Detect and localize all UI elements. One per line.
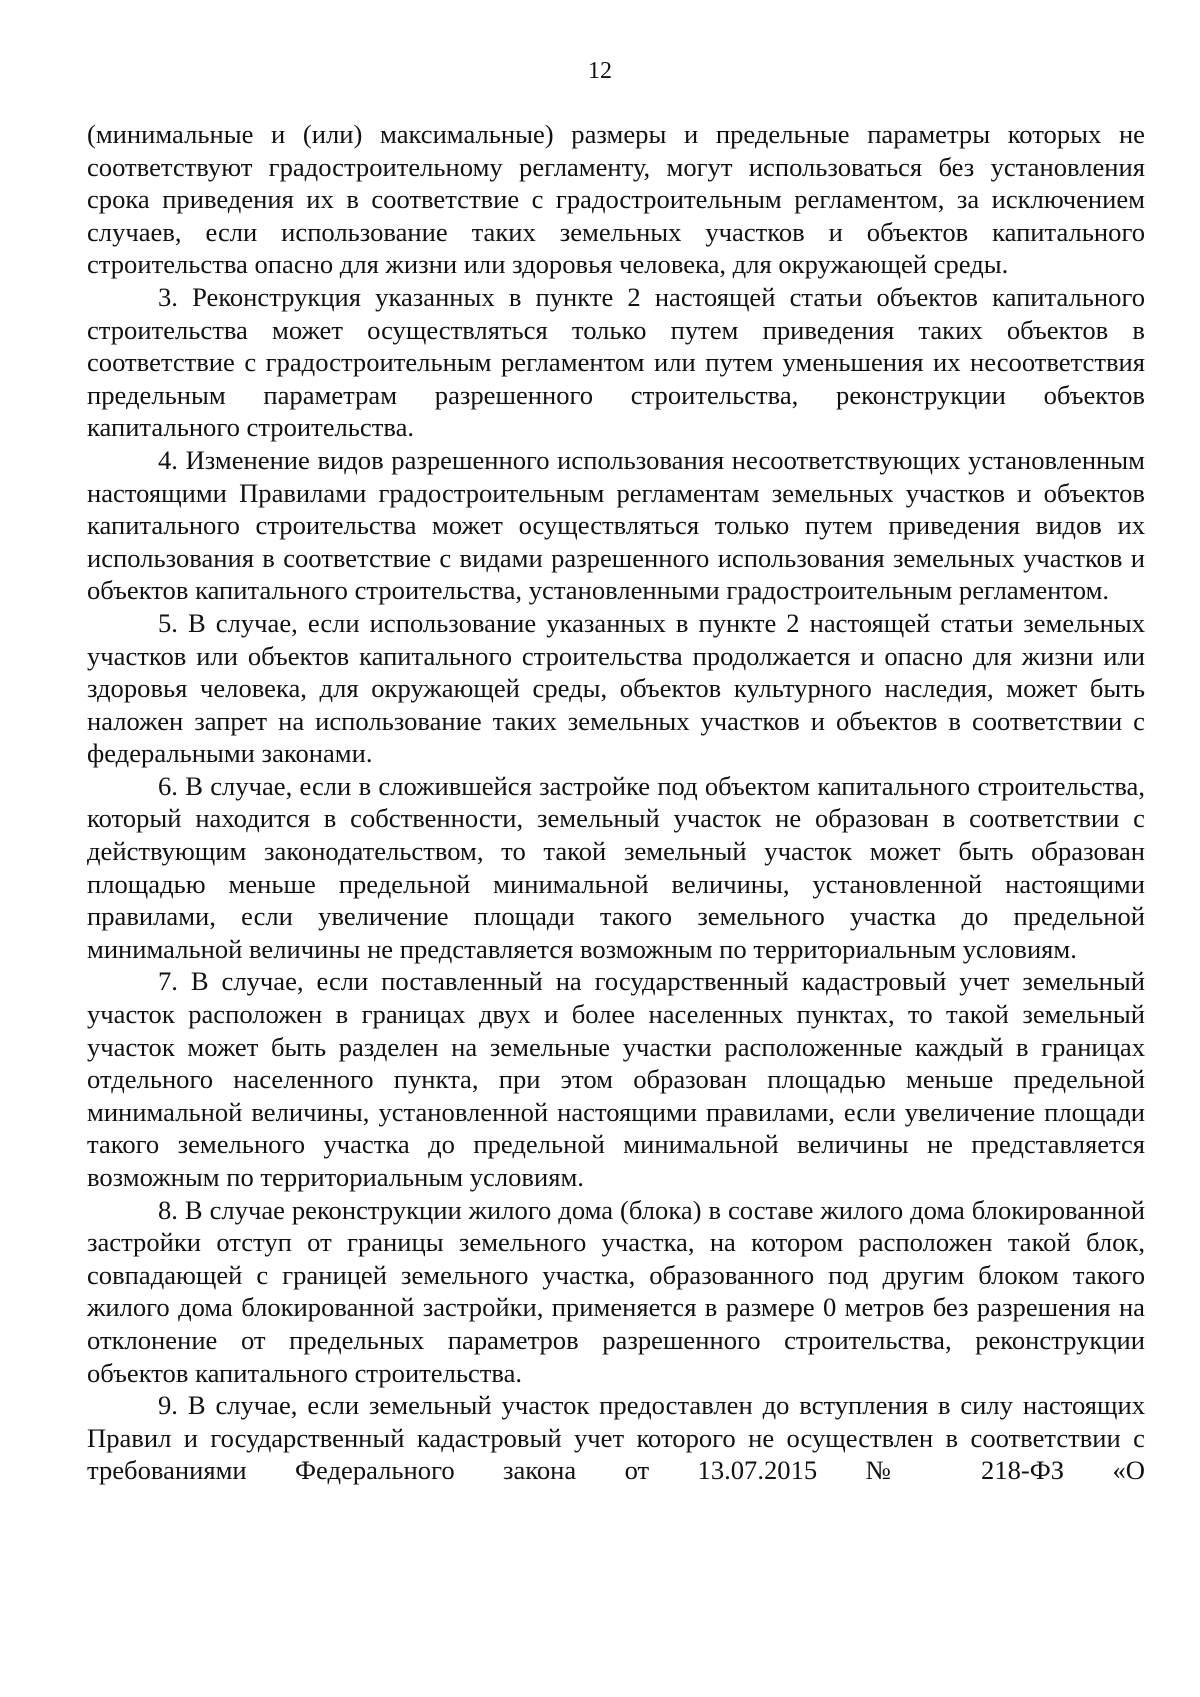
document-body [87,118,1145,1487]
paragraph-item-4: 4. Изменение видов разрешенного использования несоответствующих установленным настоящими Правилами градостроительным регламентам земельных участков и объектов капитального строительства может осуществляться только путем приведения видов их использования в соответствие с видами разрешенного использования земельных участков и объектов капитального строительства, установленными градостроительным регламентом. [87,444,1145,606]
paragraph-continuation: (минимальные и (или) максимальные) размеры и предельные параметры которых не соответствуют градостроительному регламенту, могут использоваться без установления срока приведения их в соответствие с градостроительным регламентом, за исключением случаев, если использование таких земельных участков и объектов капитального строительства опасно для жизни или здоровья человека, для окружающей среды. [87,119,1145,280]
paragraph-item-6: 6. В случае, если в сложившейся застройке под объектом капитального строительства, который находится в собственности, земельный участок не образован в соответствии с действующим законодательством, то такой земельный участок может быть образован площадью меньше предельной минимальной величины, установленной настоящими правилами, если увеличение площади такого земельного участка до предельной минимальной величины не представляется возможным по территориальным условиям. [87,770,1145,964]
paragraph-item-9: 9. В случае, если земельный участок предоставлен до вступления в силу настоящих Правил и государственный кадастровый учет которого не осуществлен в соответствии с требованиями Федерального закона от 13.07.2015 № 218-ФЗ «О [87,1390,1145,1486]
paragraph-item-5: 5. В случае, если использование указанных в пункте 2 настоящей статьи земельных участков или объектов капитального строительства продолжается и опасно для жизни или здоровья человека, для окружающей среды, объектов культурного наследия, может быть наложен запрет на использование таких земельных участков и объектов в соответствии с федеральными законами. [87,607,1145,769]
paragraph-item-7: 7. В случае, если поставленный на государственный кадастровый учет земельный участок расположен в границах двух и более населенных пунктах, то такой земельный участок может быть разделен на земельные участки расположенные каждый в границах отдельного населенного пункта, при этом образован площадью меньше предельной минимальной величины, установленной настоящими правилами, если увеличение площади такого земельного участка до предельной минимальной величины не представляется возможным по территориальным условиям. [87,966,1145,1192]
page-number: 12 [588,58,612,84]
paragraph-item-3: 3. Реконструкция указанных в пункте 2 настоящей статьи объектов капитального строительства может осуществляться только путем приведения таких объектов в соответствие с градостроительным регламентом или путем уменьшения их несоответствия предельным параметрам разрешенного строительства, реконструкции объектов капитального строительства. [87,281,1145,443]
paragraph-item-8: 8. В случае реконструкции жилого дома (блока) в составе жилого дома блокированной застройки отступ от границы земельного участка, на котором расположен такой блок, совпадающей с границей земельного участка, образованного под другим блоком такого жилого дома блокированной застройки, применяется в размере 0 метров без разрешения на отклонение от предельных параметров разрешенного строительства, реконструкции объектов капитального строительства. [87,1194,1145,1388]
